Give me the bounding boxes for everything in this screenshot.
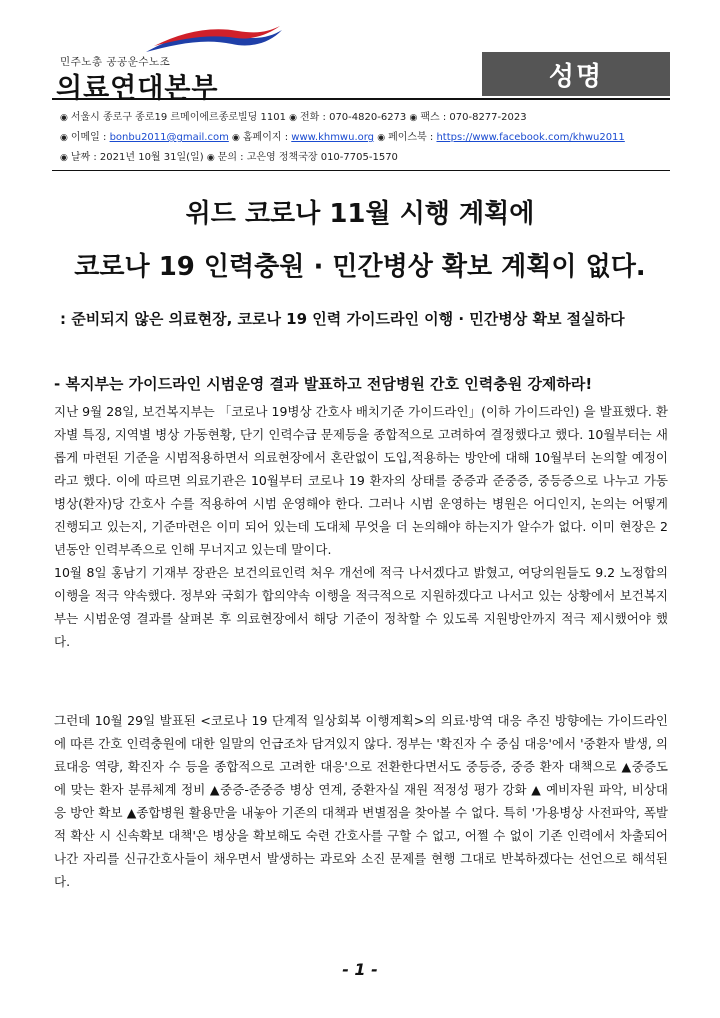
body-block-1 (54, 400, 668, 653)
bullet-icon: ◉ (232, 133, 240, 143)
email-label: 이메일 : (70, 132, 107, 143)
title-line-2: 코로나 19 인력충원 · 민간병상 확보 계획이 없다. (74, 252, 646, 282)
title-line-1: 위드 코로나 11월 시행 계획에 (185, 199, 535, 229)
phone-label: 전화 : (300, 112, 326, 123)
body-block-2 (54, 709, 668, 893)
homepage-label: 홈페이지 : (242, 132, 289, 143)
section-heading: - 복지부는 가이드라인 시범운영 결과 발표하고 전담병원 간호 인력충원 강제하라! (54, 375, 593, 393)
phone: 070-4820-6273 (329, 112, 407, 123)
header-rule-bottom (52, 170, 670, 171)
bullet-icon: ◉ (60, 153, 68, 163)
date: 2021년 10월 31일(일) (99, 152, 204, 163)
statement-badge: 성명 (482, 52, 670, 96)
info-line-2 (60, 128, 625, 148)
org-name: 의료연대본부 (56, 73, 219, 104)
homepage-link[interactable]: www.khmwu.org (291, 132, 375, 143)
page-number: - 1 - (342, 960, 378, 979)
info-line-3 (60, 148, 625, 168)
fax-label: 팩스 : (420, 112, 447, 123)
bullet-icon: ◉ (289, 113, 298, 123)
org-subtitle: 민주노총 공공운수노조 (60, 56, 171, 68)
paragraph: 그런데 10월 29일 발표된 <코로나 19 단계적 일상회복 이행계획>의 의료·방역 대응 추진 방향에는 가이드라인에 따른 간호 인력충원에 대한 일말의 언급조차 담겨있지 않다. 정부는 '확진자 수 중심 대응'에서 '중환자 발생, 의료대응 역량, 확진자 수 등을 종합적으로 고려한 대응'으로 전환한다면서도 중등증, 중증 환자 대책으로 ▲중증도에 맞는 환자 분류체계 정비 ▲중증-준중증 병상 연계, 중환자실 재원 적정성 평가 강화 ▲ 예비자원 파악, 비상대응 방안 확보 ▲종합병원 활용만을 내놓아 기존의 대책과 변별점을 찾아볼 수 없다. 특히 '가용병상 사전파악, 폭발적 확산 시 신속확보 대책'은 병상을 확보해도 숙련 간호사를 구할 수 없고, 어쩔 수 없이 기존 인력에서 차출되어 나간 자리를 신규간호사들이 채우면서 발생하는 과로와 소진 문제를 현행 그대로 반복하겠다는 선언으로 해석된다. (54, 713, 668, 889)
bullet-icon: ◉ (60, 113, 68, 123)
facebook-link[interactable]: https://www.facebook.com/khwu2011 (436, 132, 625, 143)
address: 서울시 종로구 종로19 르메이에르종로빌딩 1101 (70, 112, 286, 123)
flag-swoosh-icon (144, 26, 284, 56)
info-line-1 (60, 108, 625, 128)
contact-label: 문의 : (217, 152, 244, 163)
bullet-icon: ◉ (409, 113, 418, 123)
contact: 고은영 정책국장 010-7705-1570 (246, 152, 398, 163)
bullet-icon: ◉ (377, 133, 386, 143)
fax: 070-8277-2023 (449, 112, 527, 123)
union-logo (52, 26, 282, 104)
bullet-icon: ◉ (206, 153, 215, 163)
date-label: 날짜 : (70, 152, 97, 163)
email-link[interactable]: bonbu2011@gmail.com (109, 132, 229, 143)
bullet-icon: ◉ (60, 133, 68, 143)
subtitle: : 준비되지 않은 의료현장, 코로나 19 인력 가이드라인 이행 · 민간병상 확보 절실하다 (60, 310, 625, 328)
paragraph: 지난 9월 28일, 보건복지부는 「코로나 19병상 간호사 배치기준 가이드라인」(이하 가이드라인) 을 발표했다. 환자별 특징, 지역별 병상 가동현황, 단기 인력수급 문제등을 종합적으로 고려하여 결정했다고 했다. 10월부터는 새롭게 마련된 기준을 시범적용하면서 의료현장에서 혼란없이 도입,적용하는 방안에 대해 10월부터 논의할 예정이라고 했다. 이에 따르면 의료기관은 10월부터 코로나 19 환자의 상태를 중증과 준중증, 중등증으로 나누고 가동 병상(환자)당 간호사 수를 적용하여 시범 운영해야 한다. 그러나 시범 운영하는 병원은 어디인지, 논의는 어떻게 진행되고 있는지, 기준마련은 이미 되어 있는데 도대체 무엇을 더 논의해야 하는지가 알수가 없다. 이미 현장은 2년동안 인력부족으로 인해 무너지고 있는데 말이다. (54, 404, 668, 557)
paragraph: 10월 8일 홍남기 기재부 장관은 보건의료인력 처우 개선에 적극 나서겠다고 밝혔고, 여당의원들도 9.2 노정합의 이행을 적극 약속했다. 정부와 국회가 합의약속 이행을 적극적으로 지원하겠다고 나서고 있는 상황에서 보건복지부는 시범운영 결과를 살펴본 후 의료현장에서 해당 기준이 정착할 수 있도록 지원방안까지 적극 제시했어야 했다. (54, 565, 668, 649)
header-rule-top (52, 98, 670, 100)
contact-info (60, 108, 625, 168)
facebook-label: 페이스북 : (388, 132, 434, 143)
letterhead (52, 26, 670, 168)
